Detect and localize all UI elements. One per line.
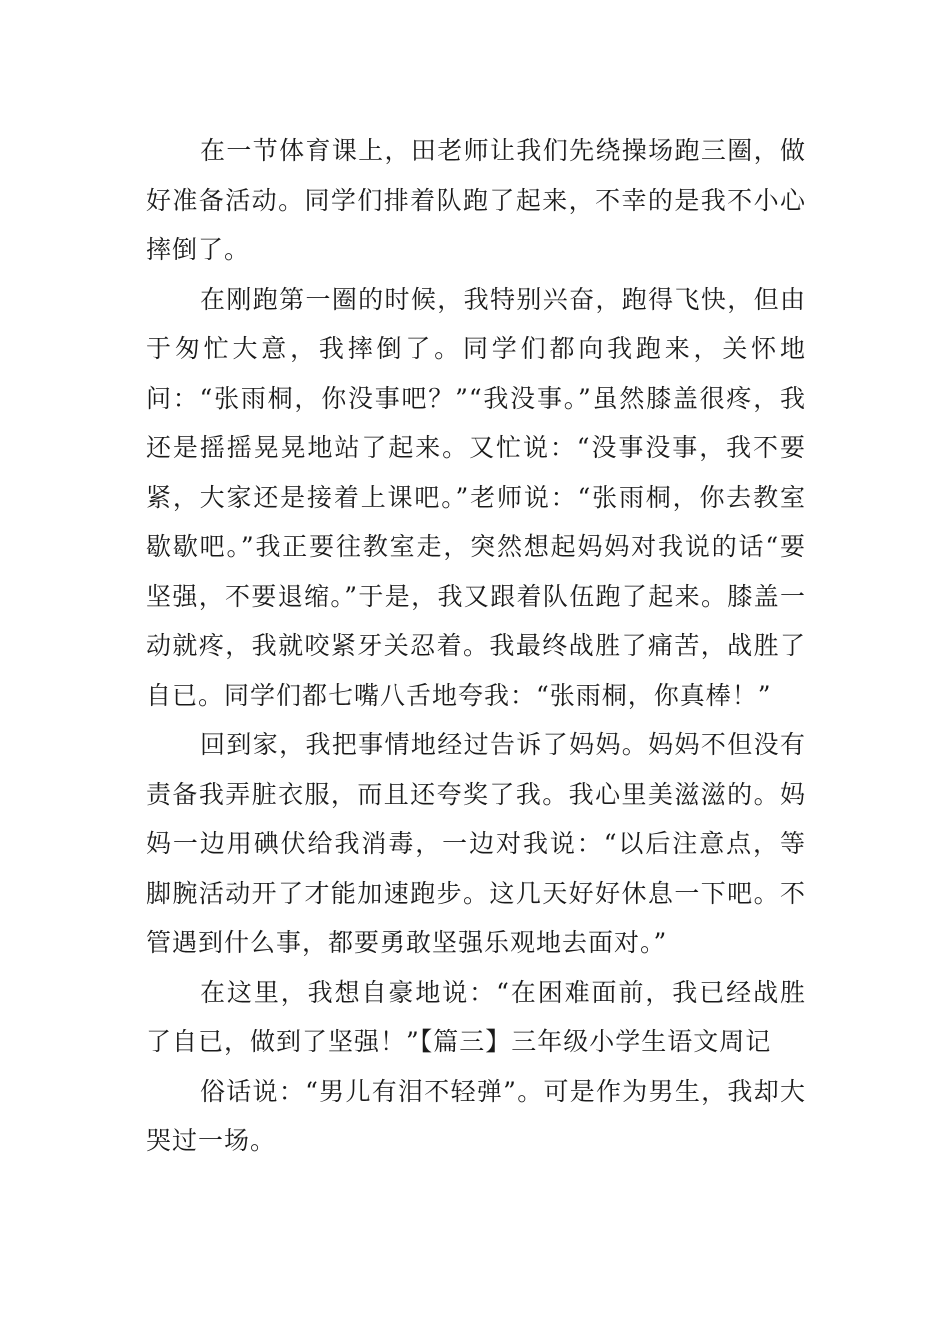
document-body xyxy=(146,126,806,1166)
paragraph-5: 俗话说：“男儿有泪不轻弹”。可是作为男生，我却大哭过一场。 xyxy=(146,1076,806,1155)
paragraph-3: 回到家，我把事情地经过告诉了妈妈。妈妈不但没有责备我弄脏衣服，而且还夸奖了我。我心里美滋滋的。妈妈一边用碘伏给我消毒，一边对我说：“以后注意点，等脚腕活动开了才能加速跑步。这几天好好休息一下吧。不管遇到什么事，都要勇敢坚强乐观地去面对。” xyxy=(146,730,806,957)
paragraph-1: 在一节体育课上，田老师让我们先绕操场跑三圈，做好准备活动。同学们排着队跑了起来，不幸的是我不小心摔倒了。 xyxy=(146,136,806,264)
paragraph-2: 在刚跑第一圈的时候，我特别兴奋，跑得飞快，但由于匆忙大意，我摔倒了。同学们都向我跑来，关怀地问：“张雨桐，你没事吧？”“我没事。”虽然膝盖很疼，我还是摇摇晃晃地站了起来。又忙说：“没事没事，我不要紧，大家还是接着上课吧。”老师说：“张雨桐，你去教室歇歇吧。”我正要往教室走，突然想起妈妈对我说的话“要坚强，不要退缩。”于是，我又跟着队伍跑了起来。膝盖一动就疼，我就咬紧牙关忍着。我最终战胜了痛苦，战胜了自已。同学们都七嘴八舌地夸我：“张雨桐，你真棒！” xyxy=(146,284,806,710)
paragraph-4: 在这里，我想自豪地说：“在困难面前，我已经战胜了自已，做到了坚强！”【篇三】三年级小学生语文周记 xyxy=(146,977,806,1056)
